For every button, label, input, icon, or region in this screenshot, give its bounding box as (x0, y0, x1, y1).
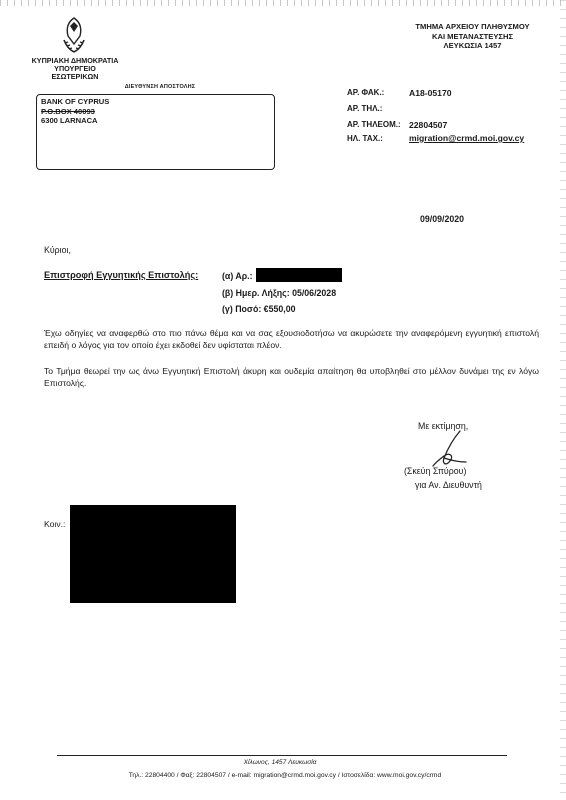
ref-label-email: ΗΛ. ΤΑΧ.: (347, 134, 383, 143)
recipient-line-2: P.O.BOX 40093 (41, 106, 95, 116)
redacted-cc-recipients (70, 505, 236, 603)
ref-value-email[interactable]: migration@crmd.moi.gov.cy (409, 133, 525, 143)
coat-of-arms-icon (60, 14, 88, 54)
footer-contact: Τηλ.: 22804400 / Φαξ: 22804507 / e-mail: migration@crmd.moi.gov.cy / Ιστοσελίδα: www.moi.gov.cy/crmd (128, 772, 442, 779)
salutation: Κύριοι, (44, 245, 71, 255)
recipient-address-box (36, 94, 275, 170)
ref-value-fax: 22804507 (409, 120, 448, 130)
signer-name: (Σκεύη Σπύρου) (404, 466, 467, 476)
guarantee-amount: (γ) Ποσό: €550,00 (222, 304, 296, 314)
closing-regards: Με εκτίμηση, (418, 421, 469, 431)
dept-line-1: ΤΜΗΜΑ ΑΡΧΕΙΟΥ ΠΛΗΘΥΣΜΟΥ (415, 22, 530, 31)
ref-label-file: ΑΡ. ΦΑΚ.: (347, 88, 385, 97)
letter-date: 09/09/2020 (420, 214, 465, 224)
address-caption: ΔΙΕΥΘΥΝΣΗ ΑΠΟΣΤΟΛΗΣ (124, 84, 196, 90)
recipient-line-1: BANK OF CYPRUS (41, 97, 110, 106)
guarantee-expiry: (β) Ημερ. Λήξης: 05/06/2028 (222, 288, 337, 298)
cc-label: Κοιν.: (44, 519, 66, 529)
scan-edge-right (560, 0, 566, 800)
ref-label-fax: ΑΡ. ΤΗΛΕΟΜ.: (347, 120, 401, 129)
agency-line-1: ΚΥΠΡΙΑΚΗ ΔΗΜΟΚΡΑΤΙΑ (31, 56, 119, 65)
footer-divider (57, 755, 507, 756)
redacted-guarantee-number (256, 268, 342, 282)
scan-edge-top (0, 0, 566, 6)
dept-line-3: ΛΕΥΚΩΣΙΑ 1457 (443, 41, 502, 50)
issuing-agency (30, 57, 120, 81)
dept-line-2: ΚΑΙ ΜΕΤΑΝΑΣΤΕΥΣΗΣ (431, 31, 514, 41)
ref-value-file: A18-05170 (409, 88, 452, 98)
department-block (395, 22, 550, 51)
agency-line-2: ΥΠΟΥΡΓΕΙΟ ΕΣΩΤΕΡΙΚΩΝ (51, 64, 99, 81)
letter-subject: Επιστροφή Εγγυητικής Επιστολής: (44, 270, 199, 280)
footer-address: Χίλωνος, 1457 Λευκωσία (243, 759, 317, 766)
body-paragraph-1: Έχω οδηγίες να αναφερθώ στο πιο πάνω θέμα και να σας εξουσιοδοτήσω να ακυρώσετε την αναφερόμενη εγγυητική επιστολή επειδή ο λόγος για τον οποίο έχει εκδοθεί δεν υφίσταται πλέον. (44, 328, 539, 350)
guarantee-number-label: (α) Αρ.: (222, 271, 253, 281)
signer-title: για Αν. Διευθυντή (415, 480, 482, 490)
body-paragraph-2: Το Τμήμα θεωρεί την ως άνω Εγγυητική Επιστολή άκυρη και ουδεμία απαίτηση θα υποβληθεί στο μέλλον δυνάμει της εν λόγω Επιστολής. (44, 366, 539, 388)
ref-label-phone: ΑΡ. ΤΗΛ.: (347, 104, 383, 113)
signature-icon (430, 428, 470, 470)
recipient-line-3: 6300 LARNACA (41, 116, 98, 125)
